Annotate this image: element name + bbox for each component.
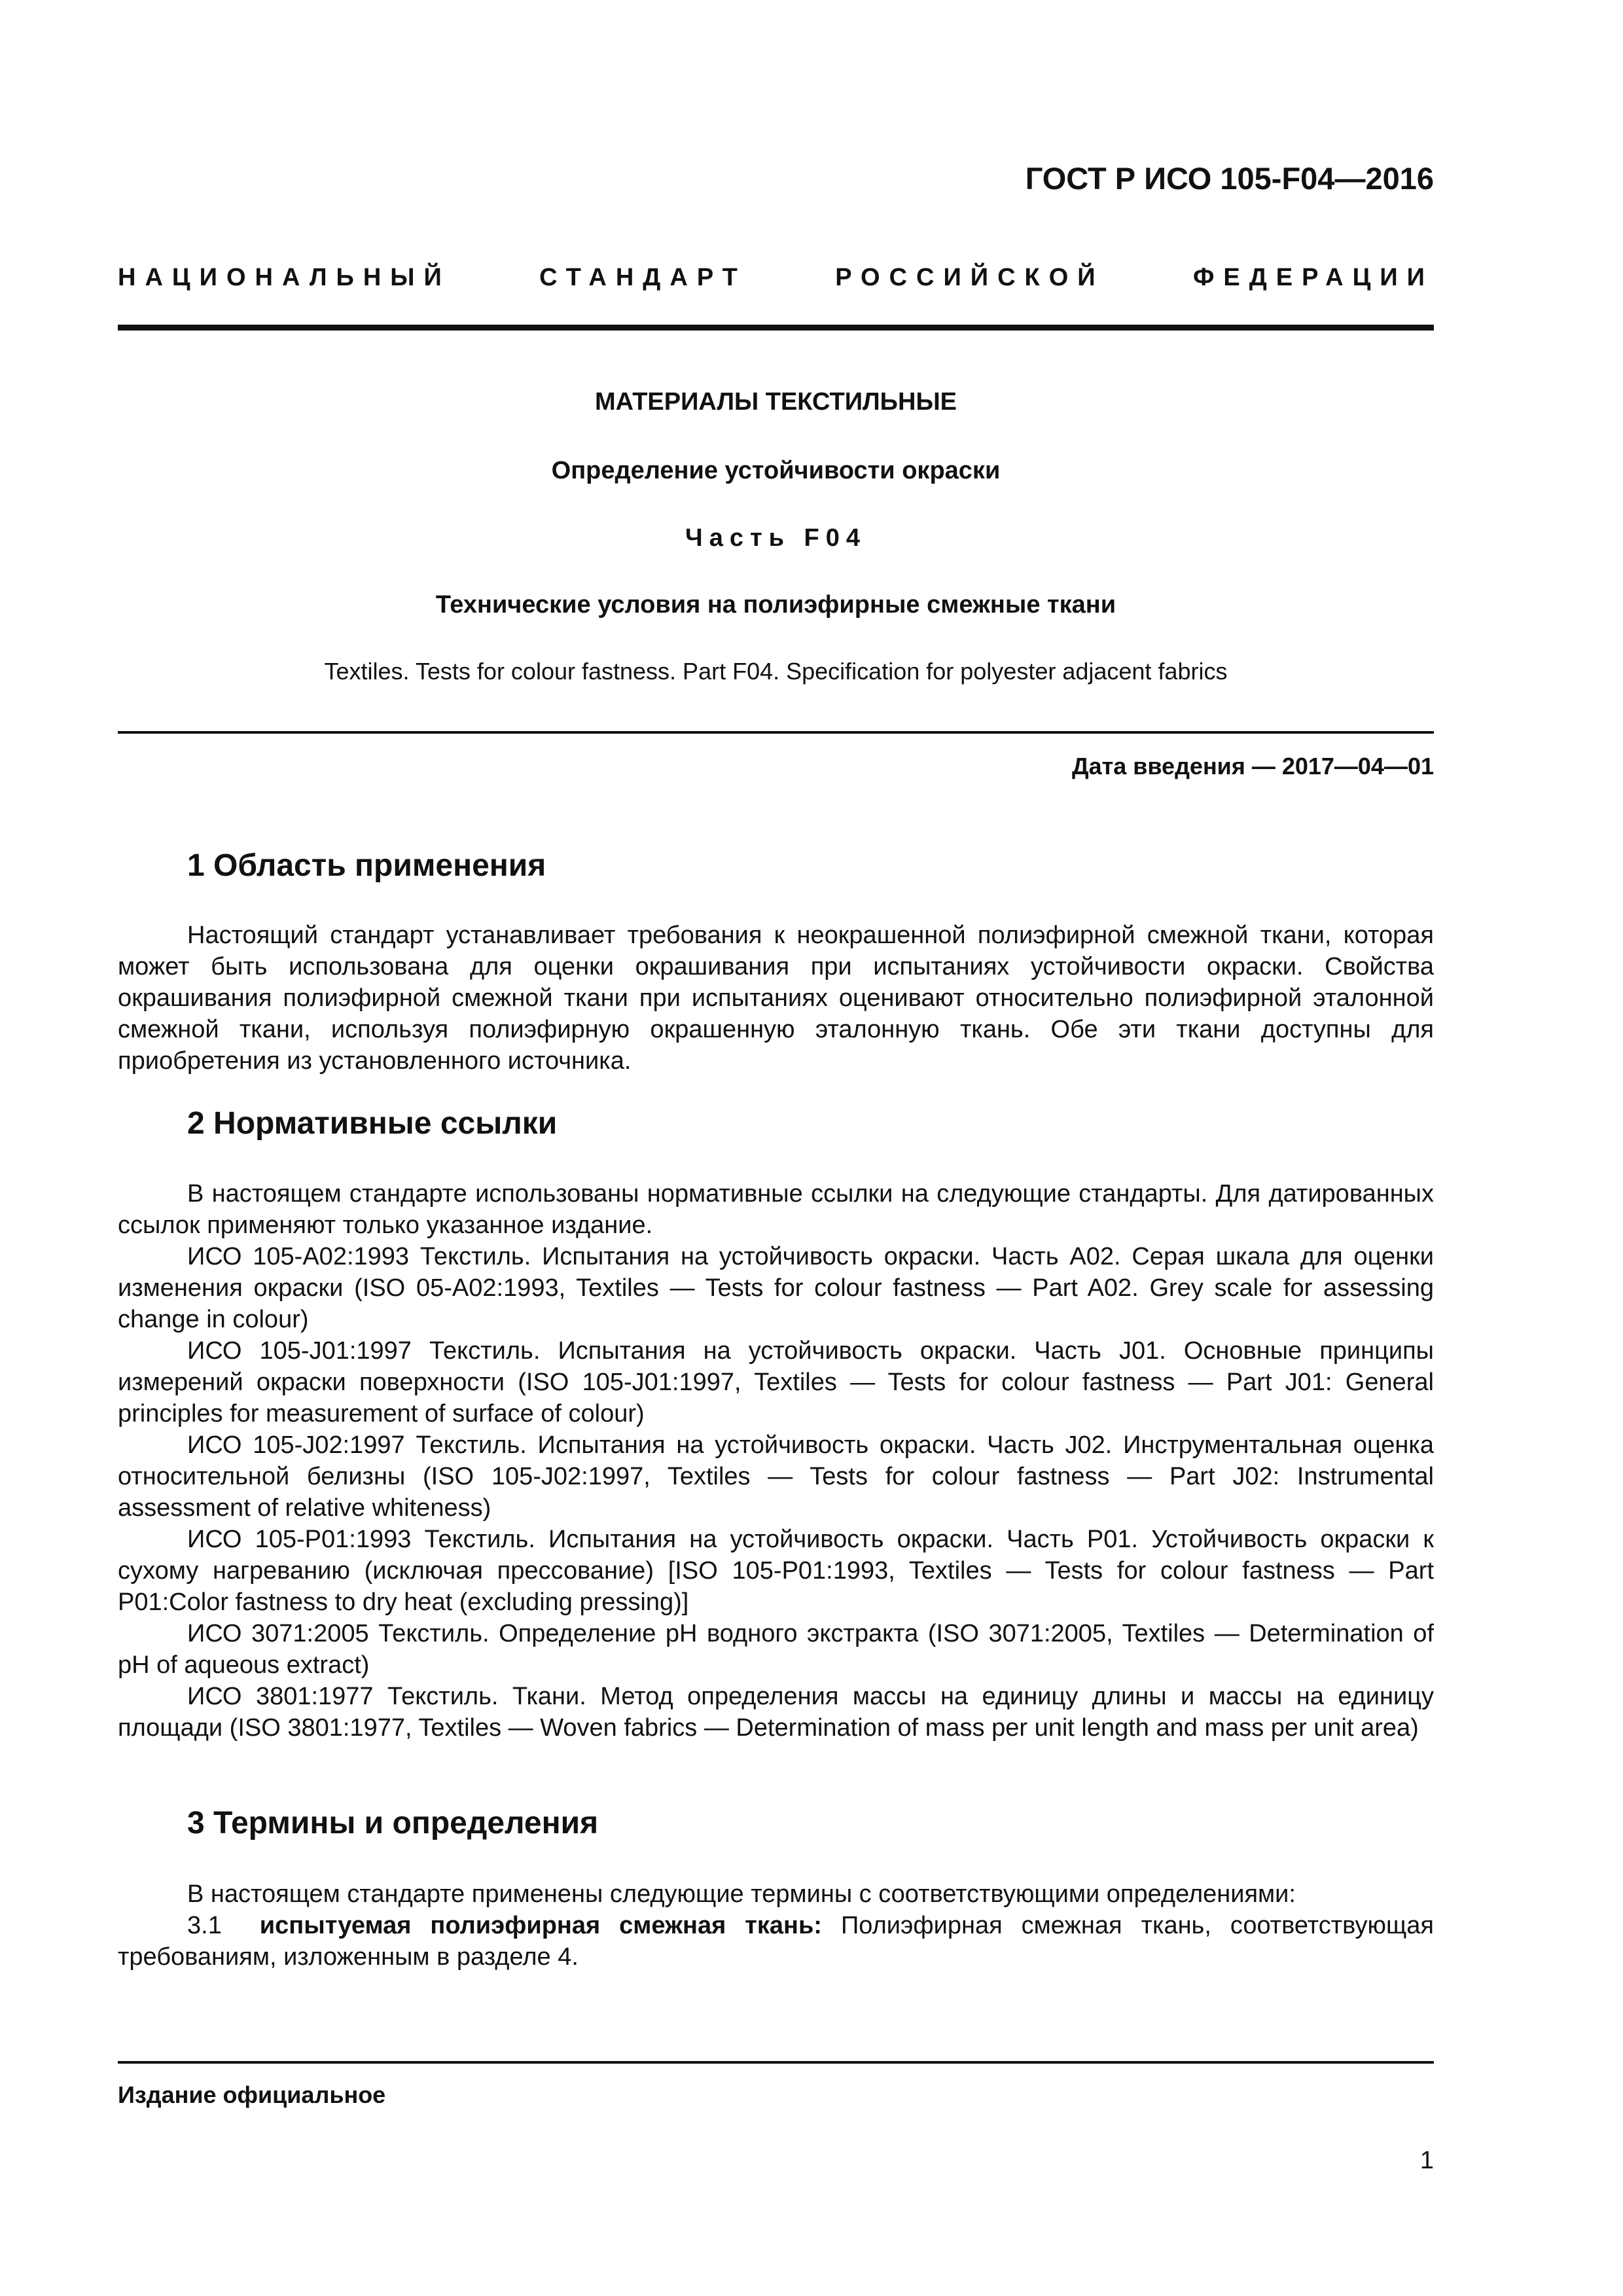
paragraph: В настоящем стандарте применены следующие термины с соответствующими определениями: [187,1880,1296,1908]
section-1-heading: 1 Область применения [187,848,546,883]
reference-item: ИСО 3071:2005 Текстиль. Определение pH водного экстракта (ISO 3071:2005, Textiles — Determination of pH of aqueous extract) [118,1620,1434,1679]
reference-item: ИСО 3801:1977 Текстиль. Ткани. Метод определения массы на единицу длины и массы на единицу площади (ISO 3801:1977, Textiles — Woven fabrics — Determination of mass per unit length and mass per unit area) [118,1683,1434,1742]
term-definition [118,1910,1434,1973]
term-name: испытуемая полиэфирная смежная ткань: [259,1912,822,1939]
section-1-body [118,920,1434,1077]
title-subtitle: Определение устойчивости окраски [551,457,1001,484]
reference-item: ИСО 105-A02:1993 Текстиль. Испытания на устойчивость окраски. Часть A02. Серая шкала для оценки изменения окраски (ISO 05-A02:1993, Textiles — Tests for colour fastness — Part A02. Grey scale for assessing change in colour) [118,1243,1434,1333]
banner-word: РОССИЙСКОЙ [835,264,1105,291]
banner-word: ФЕДЕРАЦИИ [1192,264,1434,291]
edition-label: Издание официальное [118,2081,386,2108]
title-specification: Технические условия на полиэфирные смежные ткани [435,591,1116,619]
section-2-body [118,1178,1434,1744]
reference-item: ИСО 105-J02:1997 Текстиль. Испытания на устойчивость окраски. Часть J02. Инструментальная оценка относительной белизны (ISO 105-J02:1997, Textiles — Tests for colour fastness — Part J02: Instrumental assessment of relative whiteness) [118,1431,1434,1522]
introduction-date: Дата введения — 2017—04—01 [1071,753,1434,780]
footer-divider [118,2061,1434,2064]
banner-word: СТАНДАРТ [539,264,747,291]
document-code: ГОСТ Р ИСО 105-F04—2016 [1025,161,1434,196]
title-main: МАТЕРИАЛЫ ТЕКСТИЛЬНЫЕ [595,388,957,416]
section-3-body [118,1878,1434,1973]
term-number: 3.1 [187,1912,222,1939]
banner-word: НАЦИОНАЛЬНЫЙ [118,264,451,291]
term-text: Полиэфирная смежная ткань, соответствующая требованиям, изложенным в разделе 4. [118,1912,1435,1971]
national-standard-banner [118,264,1434,292]
section-2-heading: 2 Нормативные ссылки [187,1106,558,1141]
page-number: 1 [1419,2147,1434,2174]
section-3-heading: 3 Термины и определения [187,1806,599,1840]
paragraph: Настоящий стандарт устанавливает требования к неокрашенной полиэфирной смежной ткани, которая может быть использована для оценки окрашивания при испытаниях устойчивости окраски. Свойства окрашивания полиэфирной смежной ткани при испытаниях оценивают относительно полиэфирной эталонной смежной ткани, используя полиэфирную окрашенную эталонную ткань. Обе эти ткани доступны для приобретения из установленного источника. [118,922,1434,1075]
paragraph: В настоящем стандарте использованы нормативные ссылки на следующие стандарты. Для датированных ссылок применяют только указанное издание. [118,1180,1434,1239]
title-divider [118,731,1434,734]
title-part: Часть F04 [685,524,866,552]
header-divider [118,325,1434,331]
title-english: Textiles. Tests for colour fastness. Part F04. Specification for polyester adjacent fabrics [324,658,1228,685]
reference-item: ИСО 105-J01:1997 Текстиль. Испытания на устойчивость окраски. Часть J01. Основные принципы измерений окраски поверхности (ISO 105-J01:1997, Textiles — Tests for colour fastness — Part J01: General principles for measurement of surface of colour) [118,1337,1434,1427]
reference-item: ИСО 105-P01:1993 Текстиль. Испытания на устойчивость окраски. Часть P01. Устойчивость окраски к сухому нагреванию (исключая прессование) [ISO 105-P01:1993, Textiles — Tests for colour fastness — Part P01:Color fastness to dry heat (excluding pressing)] [118,1526,1434,1616]
